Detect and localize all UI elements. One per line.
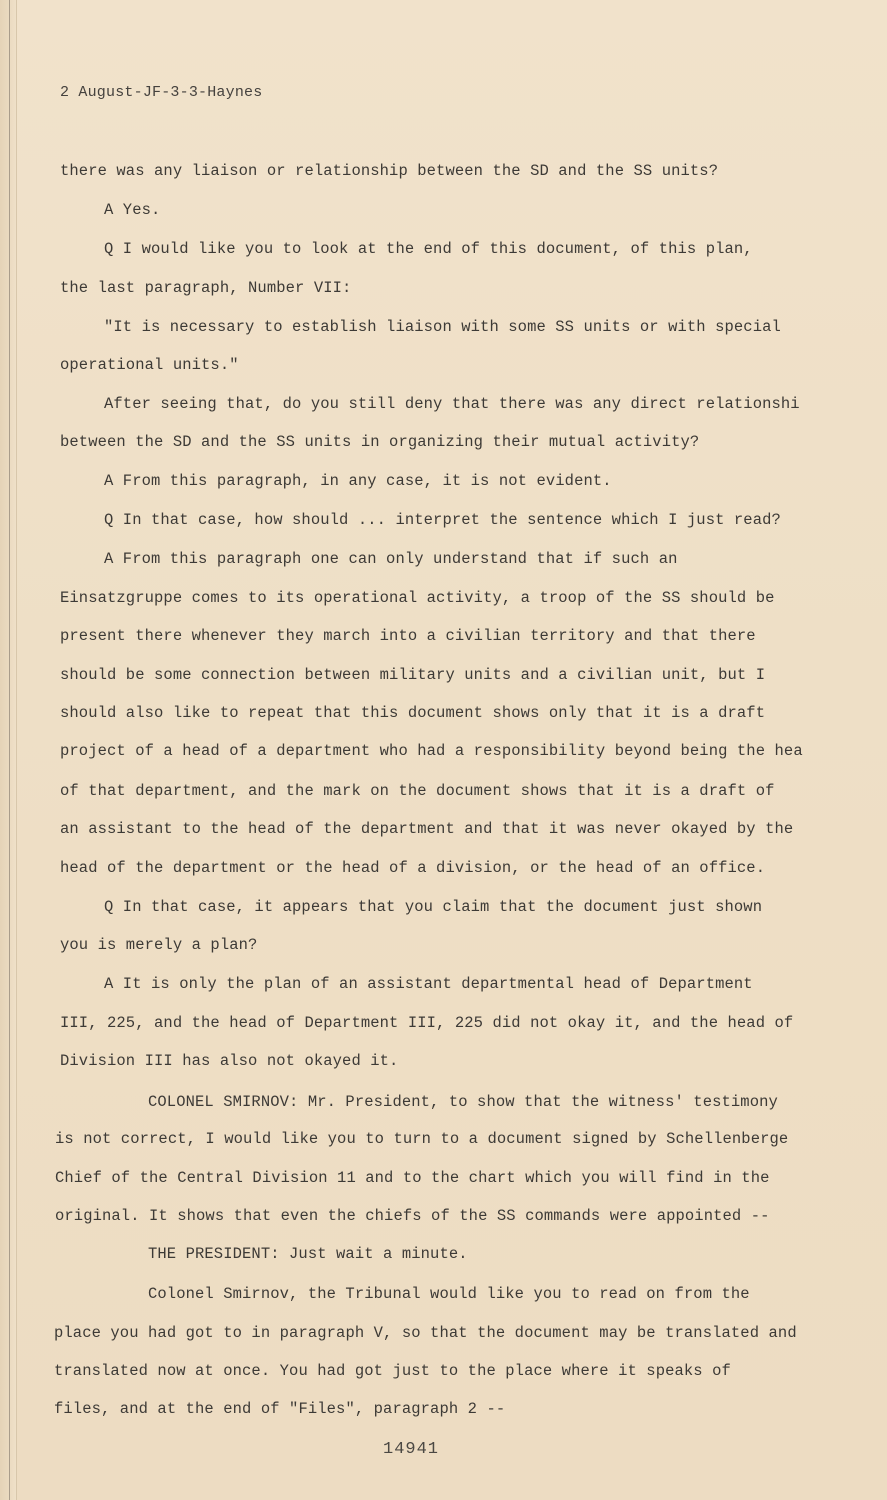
text-line: A From this paragraph one can only understand that if such an (104, 550, 678, 568)
text-line: should be some connection between military units and a civilian unit, but I (60, 666, 766, 684)
text-line: of that department, and the mark on the document shows that it is a draft of (60, 782, 775, 800)
binding-line (9, 0, 10, 1500)
text-line: Q In that case, it appears that you claim that the document just shown (104, 898, 763, 916)
text-line: you is merely a plan? (60, 936, 258, 954)
text-line: original. It shows that even the chiefs of the SS commands were appointed -- (55, 1207, 770, 1225)
text-line: Einsatzgruppe comes to its operational activity, a troop of the SS should be (60, 589, 775, 607)
text-line: After seeing that, do you still deny that there was any direct relationshi (104, 395, 800, 413)
text-line: Q In that case, how should ... interpret the sentence which I just read? (104, 511, 781, 529)
text-line: Chief of the Central Division 11 and to the chart which you will find in the (55, 1169, 770, 1187)
text-line: there was any liaison or relationship between the SD and the SS units? (60, 162, 719, 180)
page-header: 2 August-JF-3-3-Haynes (60, 84, 263, 101)
text-line: operational units." (60, 356, 239, 374)
text-line: Q I would like you to look at the end of this document, of this plan, (104, 240, 753, 258)
text-line: project of a head of a department who had a responsibility beyond being the hea (60, 742, 803, 760)
text-line: the last paragraph, Number VII: (60, 279, 352, 297)
page-number: 14941 (383, 1440, 440, 1459)
text-line: Colonel Smirnov, the Tribunal would like you to read on from the (148, 1285, 750, 1303)
text-line: Division III has also not okayed it. (60, 1052, 399, 1070)
text-line: A Yes. (104, 201, 161, 219)
text-line: "It is necessary to establish liaison with some SS units or with special (104, 318, 781, 336)
text-line: III, 225, and the head of Department III, 225 did not okay it, and the head of (60, 1014, 794, 1032)
text-line: place you had got to in paragraph V, so that the document may be translated and (54, 1324, 797, 1342)
text-line: should also like to repeat that this document shows only that it is a draft (60, 704, 766, 722)
text-line: between the SD and the SS units in organizing their mutual activity? (60, 433, 700, 451)
text-line: COLONEL SMIRNOV: Mr. President, to show that the witness' testimony (148, 1093, 778, 1111)
text-line: head of the department or the head of a division, or the head of an office. (60, 859, 766, 877)
text-line: A It is only the plan of an assistant departmental head of Department (104, 975, 753, 993)
text-line: THE PRESIDENT: Just wait a minute. (148, 1245, 468, 1263)
text-line: A From this paragraph, in any case, it is not evident. (104, 472, 612, 490)
text-line: an assistant to the head of the department and that it was never okayed by the (60, 820, 794, 838)
text-line: files, and at the end of "Files", paragraph 2 -- (54, 1400, 506, 1418)
text-line: present there whenever they march into a civilian territory and that there (60, 627, 756, 645)
text-line: translated now at once. You had got just to the place where it speaks of (54, 1362, 731, 1380)
text-line: is not correct, I would like you to turn to a document signed by Schellenberge (55, 1130, 789, 1148)
